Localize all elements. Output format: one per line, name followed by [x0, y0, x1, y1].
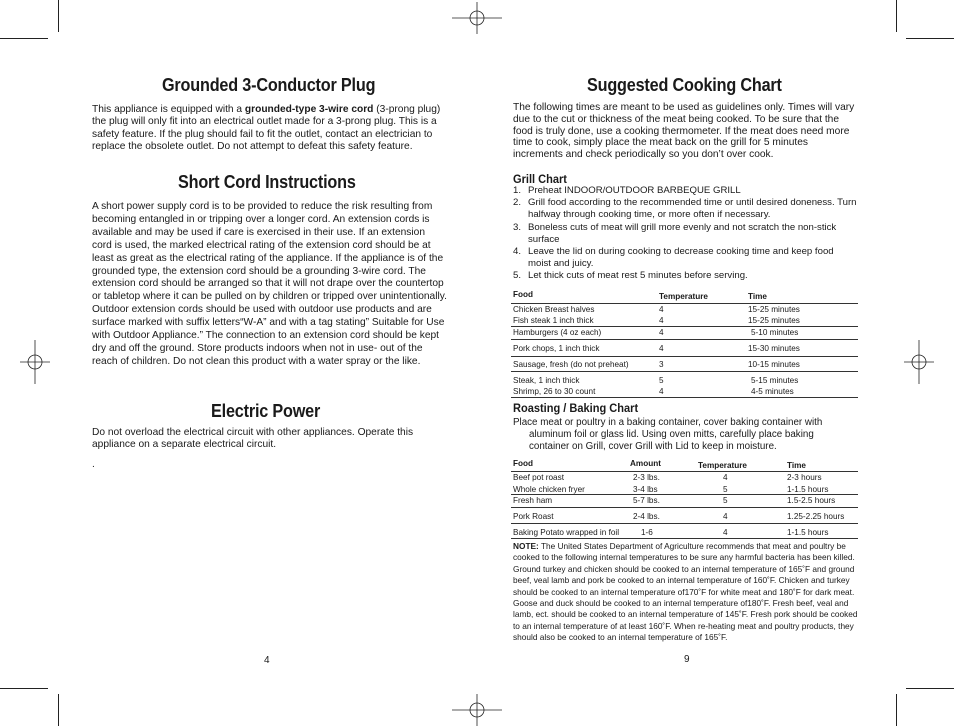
roast-col-amount: Amount	[630, 459, 661, 468]
grill-col-temp: Temperature	[659, 292, 708, 301]
table-cell: 15-30 minutes	[748, 344, 800, 353]
roasting-chart-heading: Roasting / Baking Chart	[513, 401, 639, 415]
cord-text: A short power supply cord is to be provided to reduce the risk resulting from becoming entangled in or tripping over a longer cord. An extension cords is available and may be used if care is exercised in their use. If an extension cord is used, the marked electrical rating of the extension cord should be at least as great as the electrical rating of the appliance. If the appliance is of the grounded type, the extension cord should be a grounding 3-wire cord. The extension cord should be arranged so that it will not drape over the countertop or tabletop where it can be pulled on by children or tripped over unintentionally. Outdoor extension cords should be used with outdoor use products and are surface marked with suffix letters“W-A” and with a tag stating” Suitable for Use with Outdoor Appliance.” The connection to an extension cord should be kept dry and off the ground. Store products indoors when not in use- out of the reach of children. Do not clean this product with a water spray or the like.	[92, 201, 447, 367]
registration-mark-icon	[452, 694, 502, 726]
table-cell: 2-3 lbs.	[633, 473, 660, 482]
table-rule	[511, 538, 858, 539]
crop-mark	[896, 694, 897, 726]
table-cell: 4	[723, 473, 728, 482]
table-cell: 1-1.5 hours	[787, 485, 829, 494]
list-item: 3. Boneless cuts of meat will grill more evenly and not scratch the non-stick surface	[513, 221, 837, 245]
table-rule	[511, 326, 858, 327]
table-cell: 4	[659, 328, 664, 337]
roast-col-food: Food	[513, 459, 534, 468]
table-rule	[511, 303, 858, 304]
table-cell: 1.25-2.25 hours	[787, 512, 845, 521]
table-cell: 5-7 lbs.	[633, 496, 660, 505]
note-label: NOTE:	[513, 541, 539, 551]
table-row: Baking Potato wrapped in foil	[513, 528, 620, 537]
table-cell: 5	[659, 376, 664, 385]
grill-steps	[513, 185, 859, 283]
table-rule	[511, 371, 858, 372]
table-rule	[511, 356, 858, 357]
crop-mark	[0, 38, 48, 39]
table-cell: 4	[659, 316, 664, 325]
plug-intro: This appliance is equipped with a	[92, 104, 245, 115]
plug-rest: (3-prong plug) the plug will only fit into an electrical outlet made for a 3-prong plug. This is a safety feature. If the plug should fail to fit the outlet, contact an electrician to replace the obsolete outlet. Do not attempt to defeat this safety feature.	[92, 104, 441, 152]
page-number-left: 4	[264, 655, 270, 666]
table-cell: 4	[659, 387, 664, 396]
table-cell: 2-3 hours	[787, 473, 822, 482]
table-cell: 2-4 lbs.	[633, 512, 660, 521]
table-row: Pork chops, 1 inch thick	[513, 344, 600, 353]
cooking-chart-heading: Suggested Cooking Chart	[587, 75, 782, 95]
registration-mark-icon	[904, 340, 934, 384]
registration-mark-icon	[452, 2, 502, 34]
table-rule	[511, 339, 858, 340]
list-item: 2. Grill food according to the recommended time or until desired doneness. Turn halfway through cooking time, or more often if necessary.	[513, 197, 857, 221]
table-cell: 1-6	[641, 528, 653, 537]
table-cell: 10-15 minutes	[748, 360, 800, 369]
table-cell: 1.5-2.5 hours	[787, 496, 836, 505]
table-cell: 4	[723, 528, 728, 537]
table-row: Fresh ham	[513, 496, 553, 505]
table-rule	[511, 471, 858, 472]
crop-mark	[0, 688, 48, 689]
grill-col-food: Food	[513, 290, 534, 299]
table-row: Sausage, fresh (do not preheat)	[513, 360, 629, 369]
table-cell: 5	[723, 496, 728, 505]
cord-heading: Short Cord Instructions	[178, 172, 356, 192]
grill-chart-heading: Grill Chart	[513, 172, 567, 186]
page-number-right: 9	[684, 654, 690, 665]
table-row: Hamburgers (4 oz each)	[513, 328, 602, 337]
table-cell: 5-15 minutes	[751, 376, 799, 385]
list-item: 4. Leave the lid on during cooking to decrease cooking time and keep food moist and juicy.	[513, 246, 834, 270]
crop-mark	[58, 694, 59, 726]
crop-mark	[58, 0, 59, 32]
table-rule	[511, 397, 858, 398]
crop-mark	[906, 38, 954, 39]
plug-bold: grounded-type 3-wire cord	[244, 104, 374, 115]
table-cell: 3	[659, 360, 664, 369]
crop-mark	[896, 0, 897, 32]
table-cell: 4-5 minutes	[751, 387, 794, 396]
table-cell: 4	[723, 512, 728, 521]
cooking-intro: The following times are meant to be used as guidelines only. Times will vary due to the cut or thickness of the meat being cooked. To be sure that the food is truly done, use a cooking thermometer. If the meat does need more time to cook, simply place the meat back on the grill for 5 minutes increments and check periodically so you don’t over cook.	[513, 102, 855, 161]
stray-dot: .	[92, 459, 95, 470]
power-text: Do not overload the electrical circuit with other appliances. Operate this appliance on a separate electrical circuit.	[92, 427, 414, 451]
table-row: Steak, 1 inch thick	[513, 376, 580, 385]
registration-mark-icon	[20, 340, 50, 384]
grill-col-time: Time	[748, 292, 767, 301]
table-row: Chicken Breast halves	[513, 305, 595, 314]
power-heading: Electric Power	[211, 401, 321, 421]
table-row: Shrimp, 26 to 30 count	[513, 387, 596, 396]
table-cell: 15-25 minutes	[748, 305, 800, 314]
crop-mark	[906, 688, 954, 689]
table-rule	[511, 494, 858, 495]
table-cell: 5	[723, 485, 728, 494]
table-cell: 4	[659, 344, 664, 353]
table-row: Beef pot roast	[513, 473, 564, 482]
table-cell: 1-1.5 hours	[787, 528, 829, 537]
table-cell: 15-25 minutes	[748, 316, 800, 325]
table-cell: 4	[659, 305, 664, 314]
note-text: The United States Department of Agriculture recommends that meat and poultry be cooked to the following internal temperatures to be sure any harmful bacteria has been killed. Ground turkey and chicken should be cooked to an internal temperature of 165˚F and ground beef, veal lamb and pork be cooked to an internal temperature of 160˚F. Chicken and turkey should be cooked to an internal temperature of170˚F for white meat and 180˚F for dark meat. Goose and duck should be cooked to an internal temperature of180˚F. Fresh beef, veal and lamb, ect. should be cooked to an internal temperature of 145˚F. Fresh pork should be cooked to an internal temperature of at least 160˚F. When re-heating meat and poultry products, they should also be cooked to an internal temperature of 165˚F.	[513, 541, 858, 643]
list-item: 1. Preheat INDOOR/OUTDOOR BARBEQUE GRILL	[513, 185, 741, 196]
roast-col-temp: Temperature	[698, 461, 747, 470]
table-cell: 5-10 minutes	[751, 328, 799, 337]
plug-text	[92, 104, 444, 153]
table-row: Pork Roast	[513, 512, 554, 521]
table-cell: 3-4 lbs	[633, 485, 658, 494]
usda-note	[513, 541, 859, 644]
table-rule	[511, 507, 858, 508]
roasting-text: Place meat or poultry in a baking container, cover baking container with aluminum foil or glass lid. Using oven mitts, carefully place baking container on Grill, cover Grill with Lid to keep in moisture.	[513, 417, 823, 452]
table-row: Whole chicken fryer	[513, 485, 585, 494]
table-row: Fish steak 1 inch thick	[513, 316, 594, 325]
roast-col-time: Time	[787, 461, 806, 470]
table-rule	[511, 523, 858, 524]
list-item: 5. Let thick cuts of meat rest 5 minutes before serving.	[513, 270, 748, 282]
plug-heading: Grounded 3-Conductor Plug	[162, 75, 376, 95]
